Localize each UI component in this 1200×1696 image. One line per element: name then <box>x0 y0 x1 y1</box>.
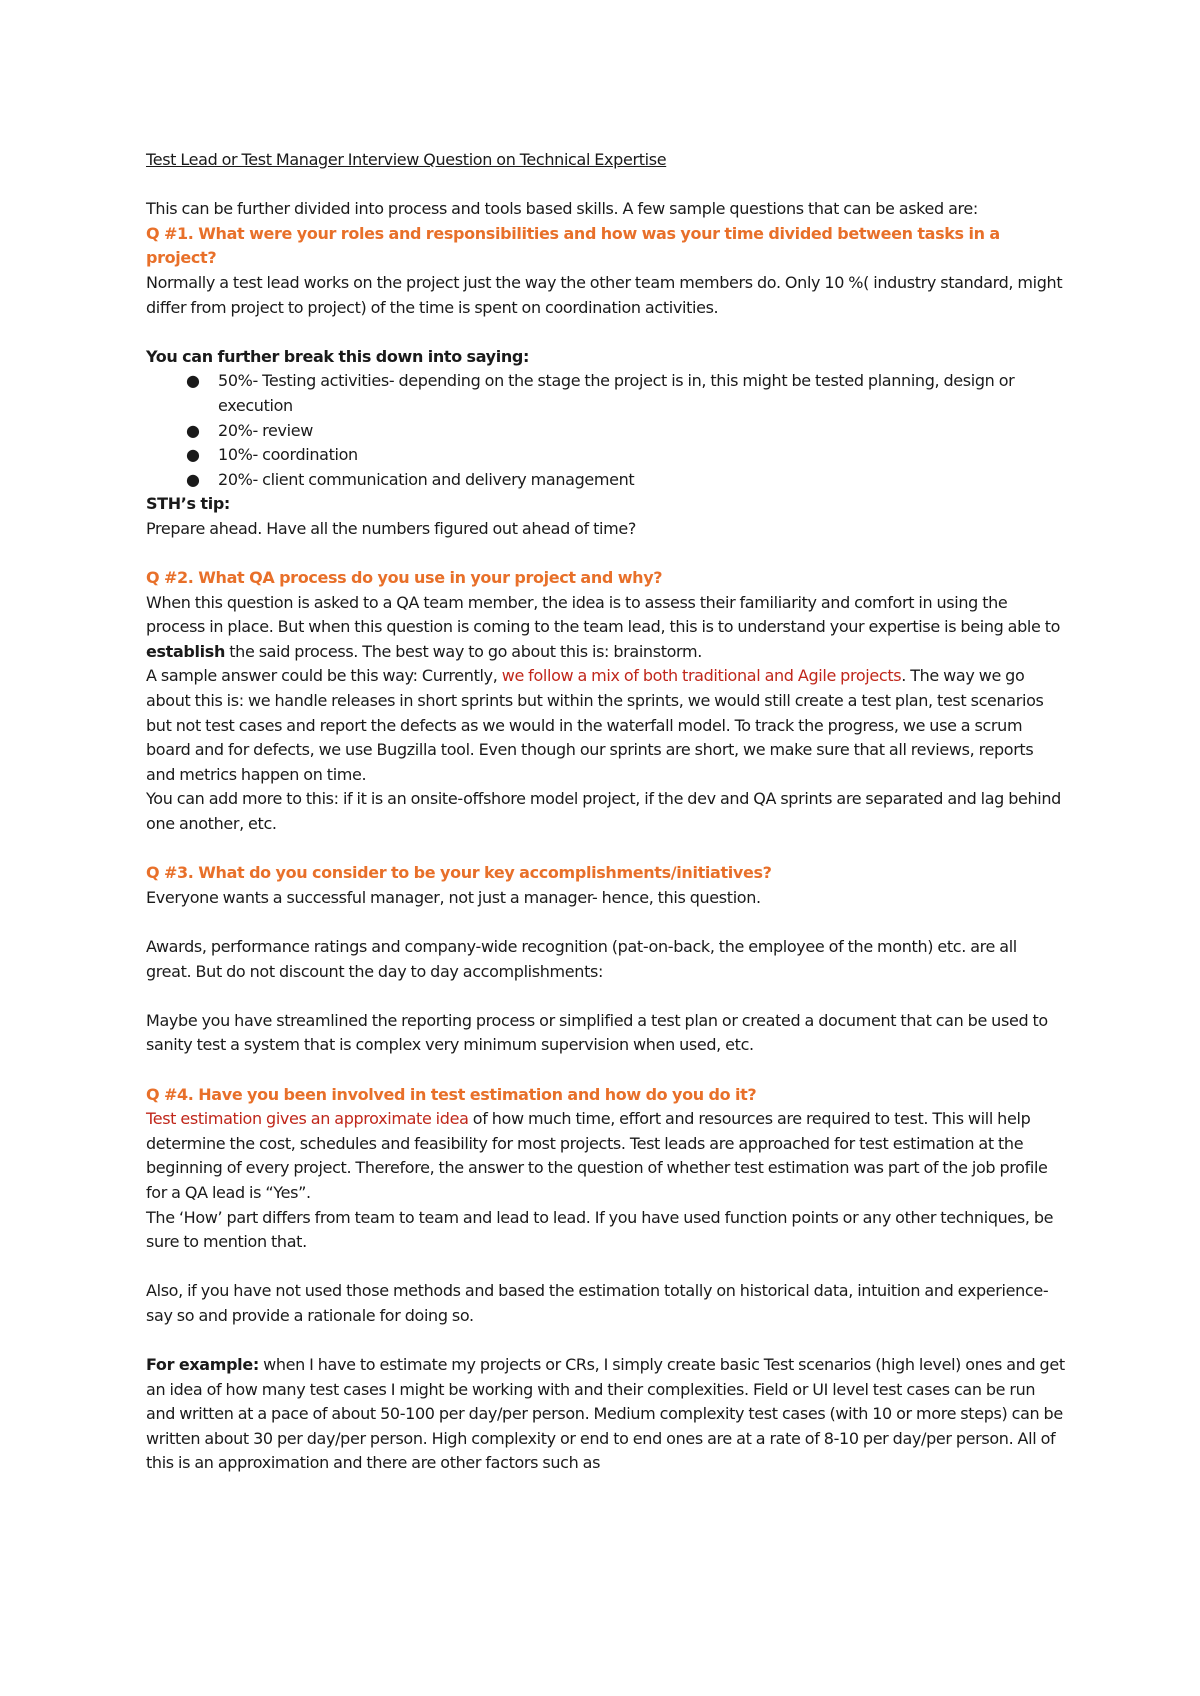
question-2-p2-text: A sample answer could be this way: Currently, <box>146 666 502 686</box>
spacer <box>146 910 1066 935</box>
time-breakdown-list <box>146 369 1066 492</box>
question-4-heading: Q #4. Have you been involved in test estimation and how do you do it? <box>146 1084 757 1104</box>
list-item <box>146 468 1066 493</box>
list-item-text: 50%- Testing activities- depending on the stage the project is in, this might be tested planning, design or execution <box>218 371 1015 415</box>
question-4-paragraph-1 <box>146 1107 1066 1205</box>
question-2-heading: Q #2. What QA process do you use in your project and why? <box>146 568 663 588</box>
spacer <box>146 173 1066 198</box>
spacer <box>146 1255 1066 1280</box>
establish-emphasis: establish <box>146 641 226 661</box>
question-3-paragraph-2: Awards, performance ratings and company-wide recognition (pat-on-back, the employee of the month) etc. are all great. But do not discount the day to day accomplishments: <box>146 937 1017 981</box>
question-3-paragraph-3: Maybe you have streamlined the reporting process or simplified a test plan or created a document that can be used to sanity test a system that is complex very minimum supervision when used, etc. <box>146 1010 1048 1055</box>
example-label: For example: <box>146 1355 259 1375</box>
question-1-heading: Q #1. What were your roles and responsibilities and how was your time divided between tasks in a project? <box>146 223 1000 268</box>
question-4-paragraph-3: Also, if you have not used those methods and based the estimation totally on historical data, intuition and experience- say so and provide a rationale for doing so. <box>146 1281 1049 1325</box>
tip-text: Prepare ahead. Have all the numbers figured out ahead of time? <box>146 518 636 538</box>
list-item <box>146 443 1066 468</box>
question-4-p1-text: of how much time, effort and resources are required to test. This will help determine the cost, schedules and feasibility for most projects. Test leads are approached for test estimation at the beginning of every project. Therefore, the answer to the question of whether test estimation was part of the job profile for a QA lead is “Yes”. <box>146 1109 1048 1202</box>
list-item-text: 20%- review <box>218 420 313 440</box>
list-item-text: 10%- coordination <box>218 445 358 465</box>
spacer <box>146 1329 1066 1354</box>
bullet-dot-icon: ● <box>186 445 200 465</box>
question-2-p2-text-end: . The way we go about this is: we handle releases in short sprints but within the sprints, we would still create a test plan, test scenarios but not test cases and report the defects as we would in the waterfall model. To track the progress, we use a scrum board and for defects, we use Bugzilla tool. Even though our sprints are short, we make sure that all reviews, reports and metrics happen on time. <box>146 666 1044 784</box>
question-2-paragraph-3: You can add more to this: if it is an onsite-offshore model project, if the dev and QA sprints are separated and lag behind one another, etc. <box>146 789 1061 834</box>
spacer <box>146 1058 1066 1083</box>
question-3-heading: Q #3. What do you consider to be your key accomplishments/initiatives? <box>146 863 772 883</box>
question-2-paragraph-1 <box>146 591 1066 665</box>
question-4-paragraph-4 <box>146 1353 1066 1476</box>
tip-label: STH’s tip: <box>146 494 230 514</box>
question-3-paragraph-1: Everyone wants a successful manager, not just a manager- hence, this question. <box>146 887 761 907</box>
question-2-p1-text-end: the said process. The best way to go about this is: brainstorm. <box>225 641 702 661</box>
spacer <box>146 320 1066 345</box>
bullet-dot-icon: ● <box>186 371 200 391</box>
document-title: Test Lead or Test Manager Interview Question on Technical Expertise <box>146 150 667 169</box>
bullet-dot-icon: ● <box>186 469 200 489</box>
list-item <box>146 369 1066 418</box>
spacer <box>146 542 1066 567</box>
question-1-body: Normally a test lead works on the project just the way the other team members do. Only 10 %( industry standard, might differ from project to project) of the time is spent on coordination activities. <box>146 272 1063 317</box>
highlight-text: Test estimation gives an approximate idea <box>146 1109 469 1129</box>
question-4-paragraph-2: The ‘How’ part differs from team to team and lead to lead. If you have used function points or any other techniques, be sure to mention that. <box>146 1207 1054 1252</box>
question-2-p1-text: When this question is asked to a QA team member, the idea is to assess their familiarity and comfort in using the process in place. But when this question is coming to the team lead, this is to understand your expertise is being able to <box>146 592 1061 637</box>
list-item-text: 20%- client communication and delivery management <box>218 469 635 489</box>
spacer <box>146 837 1066 862</box>
bullet-dot-icon: ● <box>186 420 200 440</box>
question-4-p4-text: when I have to estimate my projects or CRs, I simply create basic Test scenarios (high level) ones and get an idea of how many test cases I might be working with and their complexities. Field or UI level test cases can be run and written at a pace of about 50-100 per day/per person. Medium complexity test cases (with 10 or more steps) can be written about 30 per day/per person. High complexity or end to end ones are at a rate of 8-10 per day/per person. All of this is an approximation and there are other factors such as <box>146 1355 1065 1473</box>
highlight-text: we follow a mix of both traditional and Agile projects <box>501 666 902 686</box>
question-2-paragraph-2 <box>146 664 1066 787</box>
document-content <box>146 148 1066 1476</box>
spacer <box>146 984 1066 1009</box>
breakdown-heading: You can further break this down into saying: <box>146 346 530 366</box>
list-item <box>146 419 1066 444</box>
intro-paragraph: This can be further divided into process and tools based skills. A few sample questions that can be asked are: <box>146 199 978 219</box>
